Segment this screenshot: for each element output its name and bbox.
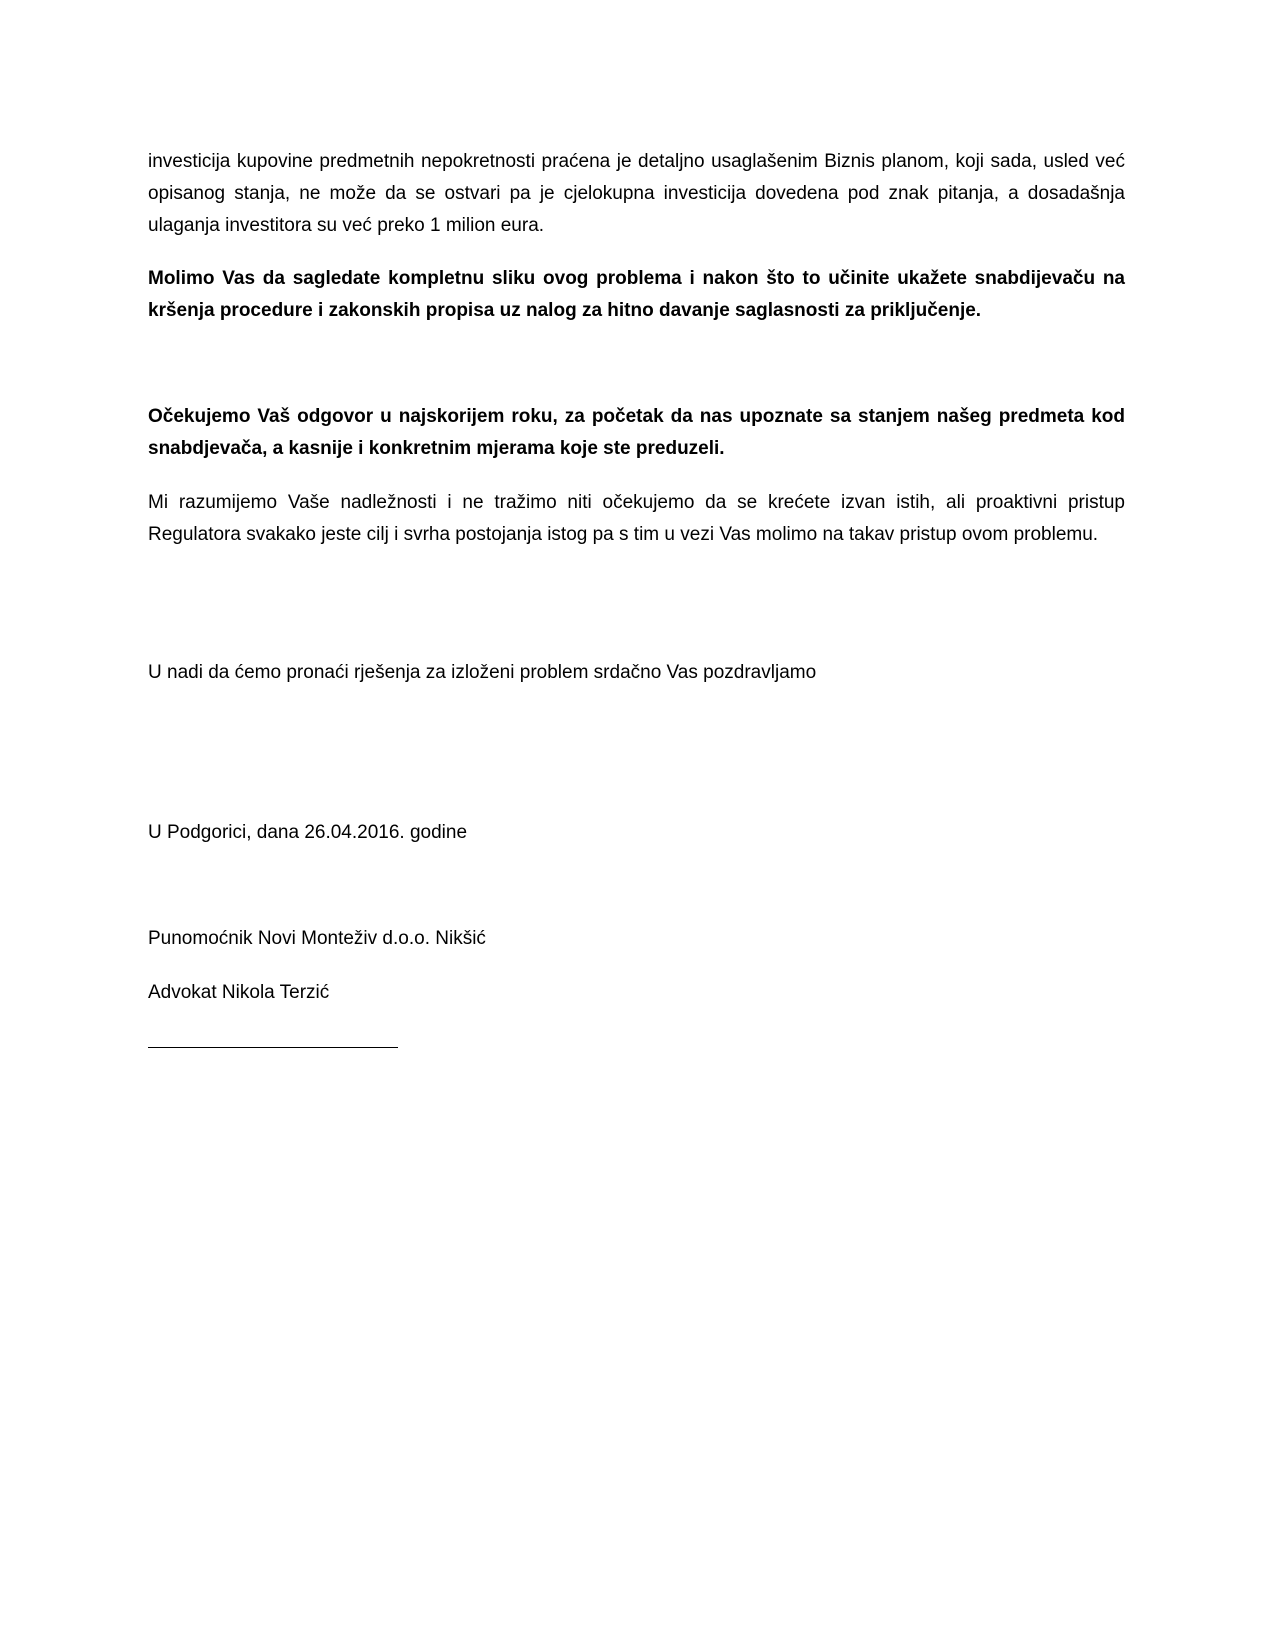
- body-paragraph-expectation: Očekujemo Vaš odgovor u najskorijem roku, za početak da nas upoznate sa stanjem našeg predmeta kod snabdjevača, a kasnije i konkretnim mjerama koje ste preduzeli.: [148, 406, 1125, 459]
- body-paragraph-regulator: Mi razumijemo Vaše nadležnosti i ne tražimo niti očekujemo da se krećete izvan istih, ali proaktivni pristup Regulatora svakako jeste cilj i svrha postojanja istog pa s tim u vezi Vas molimo na takav pristup ovom problemu.: [148, 492, 1125, 545]
- signatory-organization: Punomoćnik Novi Monteživ d.o.o. Nikšić: [148, 928, 486, 949]
- closing-line: U nadi da ćemo pronaći rješenja za izloženi problem srdačno Vas pozdravljamo: [148, 662, 817, 683]
- signatory-name: Advokat Nikola Terzić: [148, 982, 330, 1003]
- signature-line: [148, 1047, 398, 1048]
- body-paragraph-investment: investicija kupovine predmetnih nepokretnosti praćena je detaljno usaglašenim Biznis planom, koji sada, usled već opisanog stanja, ne može da se ostvari pa je cjelokupna investicija dovedena pod znak pitanja, a dosadašnja ulaganja investitora su već preko 1 milion eura.: [148, 151, 1125, 236]
- place-date-line: U Podgorici, dana 26.04.2016. godine: [148, 822, 468, 843]
- body-paragraph-request: Molimo Vas da sagledate kompletnu sliku ovog problema i nakon što to učinite ukažete snabdijevaču na kršenja procedure i zakonskih propisa uz nalog za hitno davanje saglasnosti za priključenje.: [148, 268, 1125, 321]
